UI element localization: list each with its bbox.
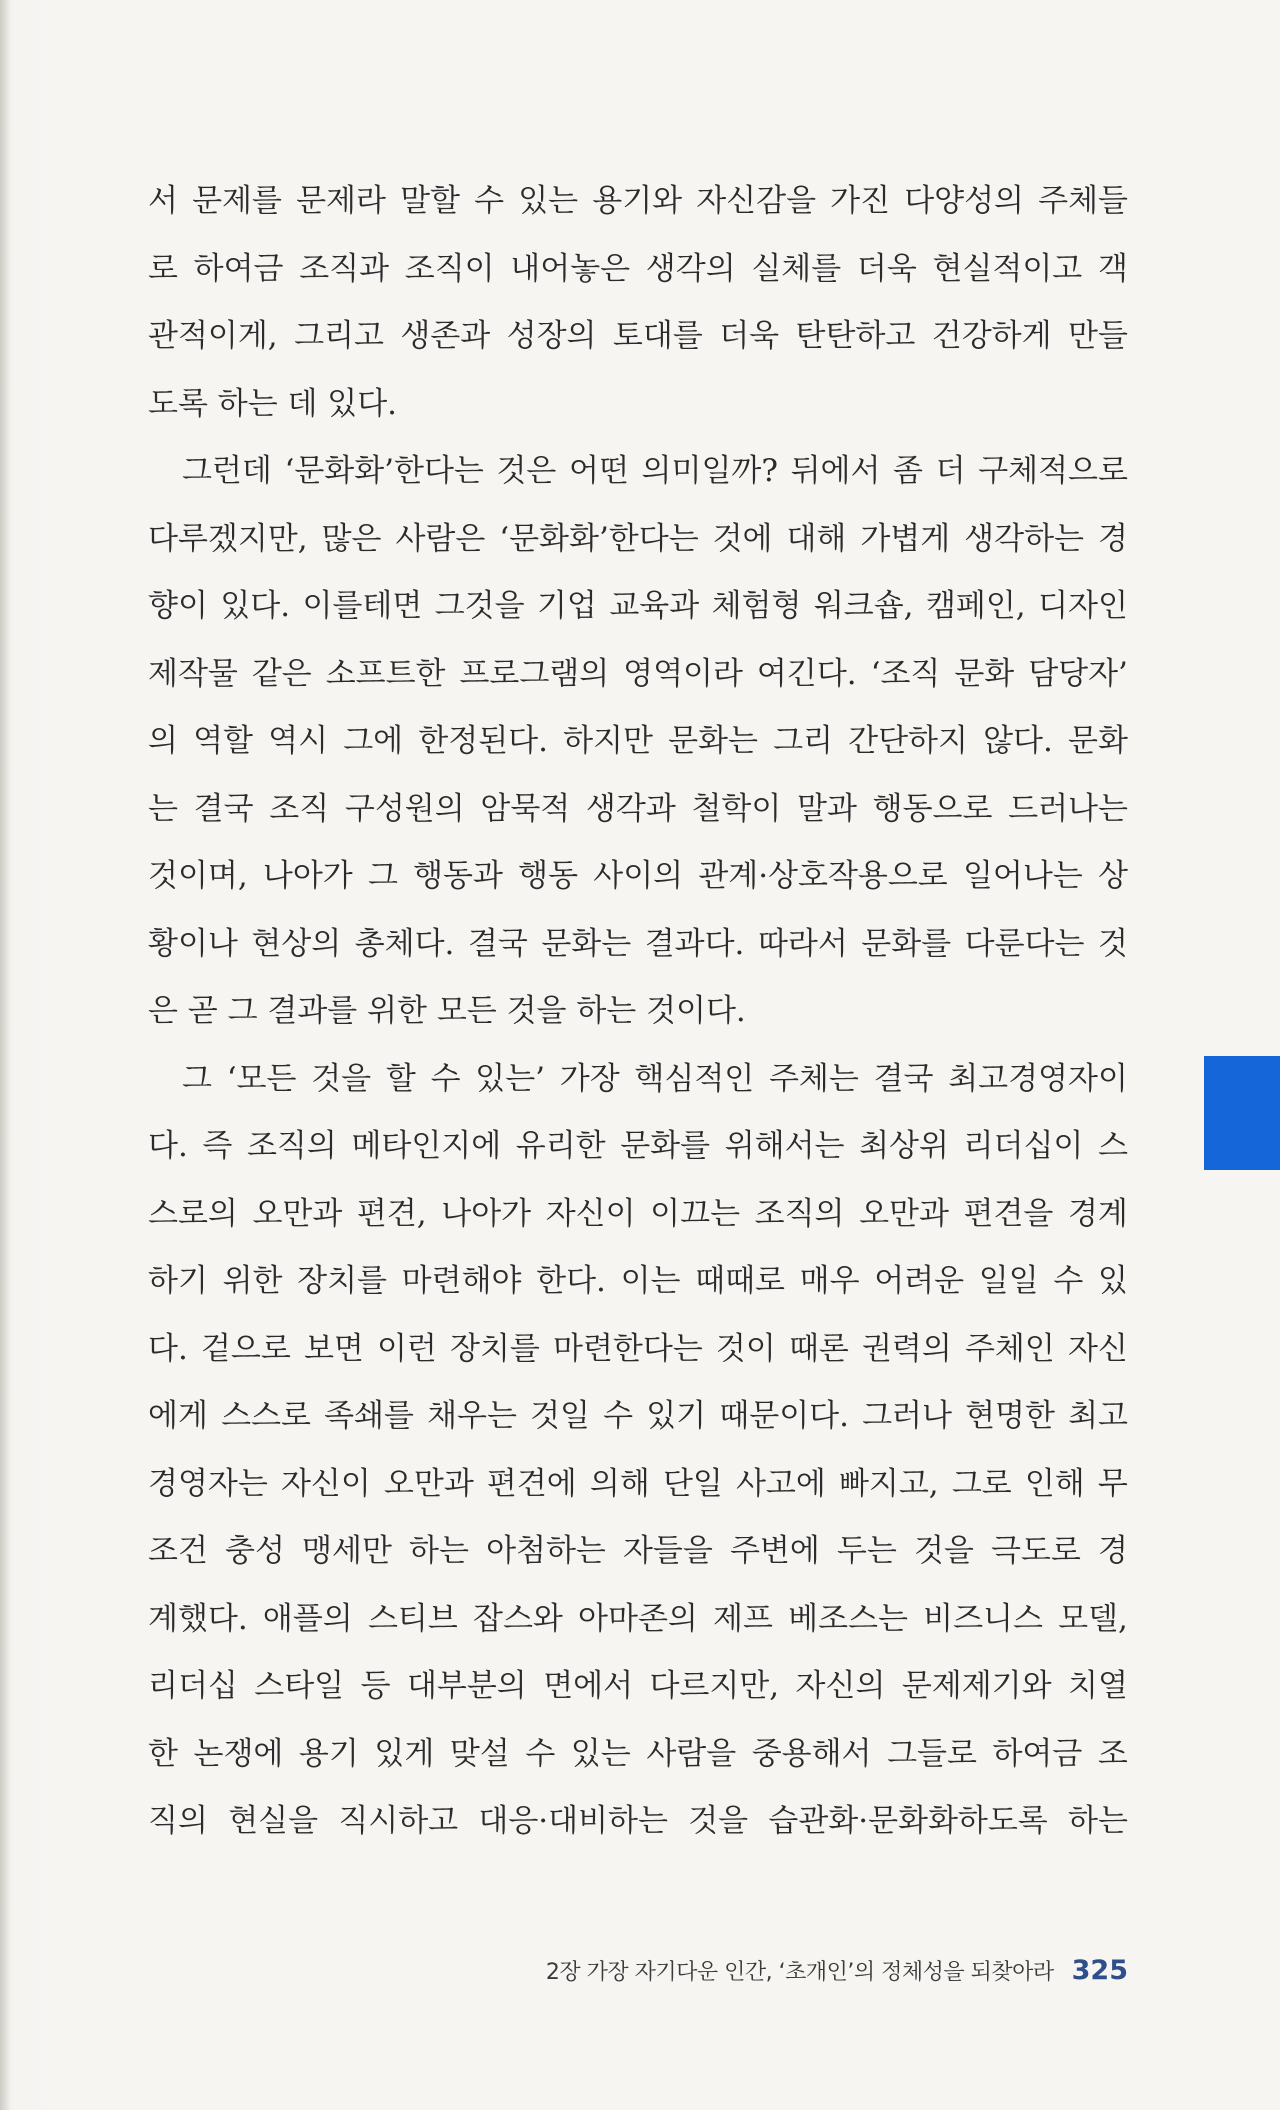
word: 그리 xyxy=(773,723,833,759)
word: 하여금 xyxy=(193,250,284,287)
word: 이끄는 xyxy=(650,1195,741,1232)
word: 어떤 xyxy=(569,453,629,489)
word: 스타일 xyxy=(254,1668,345,1704)
word: 대해 xyxy=(786,520,847,557)
word: 암묵적 xyxy=(480,790,571,827)
word: 두는 xyxy=(836,1533,897,1569)
body-line xyxy=(148,1788,1128,1856)
word: 이런 xyxy=(376,1330,437,1367)
body-line xyxy=(148,573,1128,641)
word: 그 xyxy=(367,858,398,894)
word: 때론 xyxy=(788,1330,849,1367)
word: ‘조직 xyxy=(870,655,941,692)
word: 주체인 xyxy=(964,1330,1055,1367)
word: 사이의 xyxy=(593,858,684,894)
word: 향이 xyxy=(148,588,208,624)
word: 편견, xyxy=(356,1195,427,1232)
word: 경계 xyxy=(1067,1195,1128,1232)
word: 교육과 xyxy=(609,588,700,624)
word: 더욱 xyxy=(719,318,780,354)
word: 장치를 xyxy=(450,1330,540,1367)
word: 리더십 xyxy=(148,1668,238,1704)
word: 하기 xyxy=(148,1263,208,1299)
word: 자신이 xyxy=(280,1465,371,1502)
word: 한 xyxy=(148,1735,178,1772)
word: 그 xyxy=(182,1060,212,1097)
word: 있게 xyxy=(374,1735,435,1772)
word: 있다. xyxy=(220,588,291,624)
word: 수 xyxy=(525,1735,556,1772)
word: 에게 xyxy=(148,1398,208,1434)
body-line xyxy=(148,1181,1128,1249)
word: 문화는 xyxy=(668,723,758,759)
word: 있 xyxy=(1097,1263,1128,1299)
word: 이는 xyxy=(620,1263,681,1299)
word: 이를테면 xyxy=(302,588,423,624)
word: 구체적으로 xyxy=(978,453,1128,489)
word: 건강하게 xyxy=(931,318,1052,354)
word: 습관화·문화화하도록 xyxy=(768,1803,1048,1839)
word: 생각하는 xyxy=(964,520,1084,557)
word: 권력의 xyxy=(861,1330,952,1367)
word: 것이며, xyxy=(148,858,248,894)
body-line xyxy=(148,911,1128,979)
word: 철학이 xyxy=(691,790,782,827)
word: 다양성의 xyxy=(904,183,1025,219)
word: 있는’ xyxy=(475,1060,546,1097)
word: 생존과 xyxy=(400,318,491,354)
word: 매우 xyxy=(799,1263,860,1299)
word: 담당자’ xyxy=(1028,655,1128,692)
word: 나아가 xyxy=(262,858,353,894)
word: 행동과 xyxy=(413,858,503,894)
word: 극도로 xyxy=(990,1533,1081,1569)
word: 하는 xyxy=(1068,1803,1128,1839)
body-line xyxy=(148,1248,1128,1316)
body-line: 도록 하는 데 있다. xyxy=(148,385,398,422)
word: 맹세만 xyxy=(302,1533,392,1569)
body-line xyxy=(148,1383,1128,1451)
body-line xyxy=(148,1586,1128,1654)
body-line xyxy=(148,1316,1128,1384)
word: 하는 xyxy=(409,1533,469,1569)
word: 일어나는 xyxy=(962,858,1083,894)
body-line xyxy=(148,168,1128,236)
word: 수 xyxy=(474,183,505,219)
word: 하여금 xyxy=(992,1735,1083,1772)
word: 애플의 xyxy=(262,1600,353,1637)
word: 수 xyxy=(1053,1263,1084,1299)
word: 문화를 xyxy=(620,1128,711,1164)
word: 빠지고, xyxy=(838,1465,939,1502)
word: 마련해야 xyxy=(401,1263,522,1299)
word: 있기 xyxy=(646,1398,707,1434)
word: 다르지만, xyxy=(649,1668,780,1704)
word: 것이 xyxy=(715,1330,776,1367)
word: 구성원의 xyxy=(344,790,465,827)
word: 직시하고 xyxy=(338,1803,459,1839)
body-text xyxy=(148,168,1128,1856)
word: 비즈니스 xyxy=(923,1600,1043,1637)
word: 는 xyxy=(148,790,178,827)
word: 드러나는 xyxy=(1008,790,1128,827)
word: 조직의 xyxy=(754,1195,845,1232)
word: 사람은 xyxy=(395,520,486,557)
body-line xyxy=(148,641,1128,709)
word: 영역이라 xyxy=(623,655,743,692)
word: 단일 xyxy=(662,1465,723,1502)
word: 것에 xyxy=(712,520,773,557)
word: 자신의 xyxy=(795,1668,886,1704)
body-line xyxy=(148,506,1128,574)
word: 대응·대비하는 xyxy=(478,1803,668,1839)
word: 자들을 xyxy=(622,1533,713,1569)
word: 의해 xyxy=(589,1465,650,1502)
word: 가볍게 xyxy=(860,520,951,557)
word: 가진 xyxy=(830,183,891,219)
word: 즉 xyxy=(202,1128,233,1164)
word: 대부분의 xyxy=(406,1668,527,1704)
word: 맞설 xyxy=(449,1735,510,1772)
word: 문화 xyxy=(1068,723,1128,759)
word: 주변에 xyxy=(729,1533,820,1569)
word: 오만과 xyxy=(859,1195,949,1232)
word: 무 xyxy=(1097,1465,1128,1502)
word: 것은 xyxy=(496,453,557,489)
word: 체험형 xyxy=(711,588,802,624)
word: 조직과 xyxy=(299,250,390,287)
word: 나아가 xyxy=(441,1195,532,1232)
word: 좀 xyxy=(893,453,923,489)
word: 자신 xyxy=(1067,1330,1128,1367)
word: 오만과 xyxy=(383,1465,474,1502)
word: 때때로 xyxy=(695,1263,785,1299)
word: 의미일까? xyxy=(641,453,778,489)
word: 자신이 xyxy=(545,1195,636,1232)
word: 현상의 xyxy=(251,925,342,962)
word: 관계·상호작용으로 xyxy=(698,858,948,894)
word: 주체들 xyxy=(1038,183,1128,219)
word: 것을 xyxy=(688,1803,749,1839)
word: 직의 xyxy=(148,1803,208,1839)
word: 메타인지에 xyxy=(351,1128,502,1164)
word: 캠페인, xyxy=(925,588,1026,624)
word: 가장 xyxy=(559,1060,620,1097)
word: 핵심적인 xyxy=(634,1060,755,1097)
body-line xyxy=(148,1518,1128,1586)
word: 문화를 xyxy=(861,925,952,962)
word: ‘모든 xyxy=(226,1060,297,1097)
word: 탄탄하고 xyxy=(795,318,916,354)
word: ‘문화화’한다는 xyxy=(284,453,484,489)
word: 그런데 xyxy=(182,453,272,489)
word: 스스로 xyxy=(221,1398,311,1434)
word: 관적이게, xyxy=(148,318,278,354)
word: 자신감을 xyxy=(696,183,817,219)
word: 문제를 xyxy=(192,183,282,219)
word: 오만과 xyxy=(252,1195,343,1232)
word: 있는 xyxy=(518,183,579,219)
word: 위한 xyxy=(222,1263,283,1299)
body-line xyxy=(148,236,1128,304)
word: 위해서는 xyxy=(724,1128,845,1164)
body-line xyxy=(148,708,1128,776)
word: 조직 xyxy=(269,790,330,827)
word: 그것을 xyxy=(434,588,525,624)
word: 인해 xyxy=(1024,1465,1085,1502)
body-line xyxy=(148,1113,1128,1181)
word: 장치를 xyxy=(297,1263,387,1299)
body-line xyxy=(148,1721,1128,1789)
word: 최상위 xyxy=(859,1128,949,1164)
word: 않다. xyxy=(983,723,1053,759)
word: 생각의 xyxy=(645,250,736,287)
word: 성장의 xyxy=(506,318,597,354)
word: 황이나 xyxy=(148,925,238,962)
word: 것을 xyxy=(913,1533,974,1569)
word: 만들 xyxy=(1068,318,1128,354)
word: 모델, xyxy=(1058,1600,1128,1637)
word: 한정된다. xyxy=(418,723,548,759)
word: 더욱 xyxy=(856,250,917,287)
word: 용기와 xyxy=(592,183,683,219)
word: 아마존의 xyxy=(578,1600,698,1637)
word: 편견에 xyxy=(486,1465,577,1502)
word: 여긴다. xyxy=(756,655,857,692)
word: 현실을 xyxy=(228,1803,319,1839)
word: 역할 xyxy=(193,723,254,759)
word: 때문이다. xyxy=(719,1398,849,1434)
word: 논쟁에 xyxy=(193,1735,284,1772)
word: 많은 xyxy=(321,520,382,557)
word: 최고 xyxy=(1068,1398,1128,1434)
word: 따라서 xyxy=(757,925,848,962)
word: 총체다. xyxy=(354,925,455,962)
word: 역시 xyxy=(268,723,329,759)
spine-shadow xyxy=(0,0,10,2110)
word: 말과 xyxy=(797,790,857,827)
word: 스 xyxy=(1097,1128,1128,1164)
word: 실체를 xyxy=(751,250,842,287)
word: 것 xyxy=(1097,925,1128,962)
word: 유리한 xyxy=(515,1128,606,1164)
word: 주체는 xyxy=(768,1060,859,1097)
word: 한다. xyxy=(536,1263,606,1299)
word: 조직의 xyxy=(246,1128,337,1164)
page-footer xyxy=(0,1955,1128,1986)
body-line: 은 곧 그 결과를 위한 모든 것을 하는 것이다. xyxy=(148,993,746,1029)
word: 수 xyxy=(430,1060,461,1097)
word: 토대를 xyxy=(612,318,703,354)
body-line xyxy=(148,1451,1128,1519)
word: 결과다. xyxy=(644,925,745,962)
word: 문화 xyxy=(954,655,1015,692)
word: 조 xyxy=(1097,1735,1128,1772)
word: 마련한다는 xyxy=(553,1330,703,1367)
word: 경영자는 xyxy=(148,1465,268,1502)
chapter-tab-marker xyxy=(1204,1056,1280,1170)
word: 다룬다는 xyxy=(964,925,1085,962)
word: 치열 xyxy=(1068,1668,1128,1704)
word: 겉으로 xyxy=(200,1330,291,1367)
word: 조건 xyxy=(148,1533,208,1569)
word: 현실적이고 xyxy=(932,250,1083,287)
word: 그리고 xyxy=(294,318,384,354)
word: 결국 xyxy=(467,925,528,962)
word: 더 xyxy=(935,453,966,489)
word: 수 xyxy=(603,1398,634,1434)
word: 문제제기와 xyxy=(901,1668,1052,1704)
word: 다루겠지만, xyxy=(148,520,308,557)
word: 경 xyxy=(1097,1533,1128,1569)
running-head: 2장 가장 자기다운 인간, ‘초개인’의 정체성을 되찾아라 xyxy=(545,1960,1054,1985)
body-line xyxy=(148,776,1128,844)
word: 프로그램의 xyxy=(459,655,610,692)
word: 워크숍, xyxy=(813,588,914,624)
word: 중용해서 xyxy=(751,1735,872,1772)
word: 일일 xyxy=(978,1263,1039,1299)
word: 행동으로 xyxy=(872,790,993,827)
body-line xyxy=(148,1653,1128,1721)
word: 것일 xyxy=(530,1398,590,1434)
body-line xyxy=(148,1046,1128,1114)
word: 말할 xyxy=(400,183,460,219)
word: 의 xyxy=(148,723,178,759)
word: 사고에 xyxy=(735,1465,826,1502)
word: 제작물 xyxy=(148,655,238,692)
word: 같은 xyxy=(251,655,312,692)
word: 할 xyxy=(385,1060,416,1097)
word: 베조스는 xyxy=(788,1600,908,1637)
word: 기업 xyxy=(536,588,597,624)
word: 최고경영자이 xyxy=(948,1060,1128,1097)
word: 그로 xyxy=(951,1465,1012,1502)
word: 잡스와 xyxy=(473,1600,563,1637)
word: 그러나 xyxy=(862,1398,952,1434)
page-number: 325 xyxy=(1071,1955,1128,1986)
word: 그들로 xyxy=(887,1735,977,1772)
word: 결국 xyxy=(873,1060,934,1097)
word: 상 xyxy=(1097,858,1128,894)
word: 면에서 xyxy=(543,1668,634,1704)
word: 간단하지 xyxy=(848,723,968,759)
word: 문제라 xyxy=(296,183,386,219)
word: 로 xyxy=(148,250,178,287)
word: 충성 xyxy=(225,1533,285,1569)
word: 객 xyxy=(1097,250,1128,287)
word: 뒤에서 xyxy=(790,453,881,489)
body-line xyxy=(148,843,1128,911)
word: 리더십이 xyxy=(963,1128,1084,1164)
word: 스로의 xyxy=(148,1195,238,1232)
word: 경 xyxy=(1097,520,1128,557)
word: 소프트한 xyxy=(325,655,446,692)
word: 디자인 xyxy=(1038,588,1128,624)
word: 제프 xyxy=(713,1600,773,1637)
body-line xyxy=(148,303,1128,371)
body-line xyxy=(148,438,1128,506)
word: 내어놓은 xyxy=(510,250,631,287)
word: 서 xyxy=(148,183,178,219)
word: 보면 xyxy=(303,1330,364,1367)
word: 행동 xyxy=(518,858,579,894)
word: 결국 xyxy=(193,790,254,827)
word: 조직이 xyxy=(404,250,495,287)
word: 다. xyxy=(148,1330,188,1367)
word: 생각과 xyxy=(585,790,676,827)
word: 족쇄를 xyxy=(324,1398,414,1434)
word: 사람을 xyxy=(646,1735,737,1772)
word: 스티브 xyxy=(367,1600,458,1637)
word: 다. xyxy=(148,1128,188,1164)
word: 그에 xyxy=(343,723,404,759)
word: 현명한 xyxy=(965,1398,1055,1434)
word: 문화는 xyxy=(541,925,632,962)
word: 편견을 xyxy=(963,1195,1054,1232)
word: 것을 xyxy=(311,1060,372,1097)
word: 어려운 xyxy=(874,1263,965,1299)
word: 하지만 xyxy=(563,723,653,759)
word: 아첨하는 xyxy=(486,1533,606,1569)
word: 계했다. xyxy=(148,1600,248,1637)
word: 채우는 xyxy=(427,1398,517,1434)
word: 등 xyxy=(360,1668,391,1704)
word: 용기 xyxy=(298,1735,359,1772)
word: 있는 xyxy=(570,1735,631,1772)
word: ‘문화화’한다는 xyxy=(499,520,699,557)
